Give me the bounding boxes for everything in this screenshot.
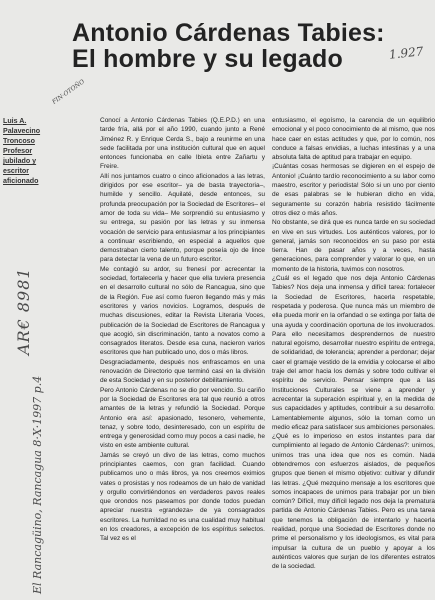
- handwritten-year: 1.927: [388, 44, 424, 62]
- handwritten-corner-note: FIN·OTOÑO: [51, 78, 86, 106]
- handwritten-catalog-code: AR€ 8981: [14, 267, 33, 355]
- handwritten-source-reference: El Rancagüino, Rancagua 8·X·1997 p.4: [31, 375, 44, 594]
- paragraph: entusiasmo, el egoísmo, la carencia de un equilibrio emocional y el poco conocimiento de al mismo, que nos hace caer en estas actitudes y que, por lo común, nos conduce a falsas envidias, a luchas intestinas y a una absoluta falta de aptitud para trabajar en equipo.: [272, 117, 435, 162]
- paragraph: Me contagió su ardor, su frenesí por acrecentar la sociedad, fortalecerla y hacer que ella tuviera presencia en el desarrollo cultural no sólo de Rancagua, sino que de la Región. Fue así como fueron llegando más y más escritores y varios novicios. Logramos, después de muchas discusiones, editar la Revista Literaria Voces, publicación de la Sociedad de Escritores de Rancagua y que acogió, sin discriminación, tanto a novatos como a consagrados literatos. Desde esa cuna, nacieron varios escritores que han publicado uno, dos o más libros.: [100, 265, 265, 357]
- paragraph: ¿Cuál es el legado que nos deja Antonio Cárdenas Tabies? Nos deja una inmensa y difícil tarea: fortalecer la Sociedad de Escritores, hacerla respetable, respetada y poderosa. Que nunca más un miembro de ella pueda morir en la orfandad o se extinga por falta de una ayuda y coordinación oportuna de los involucrados. Para ello necesitamos desprendernos de nuestro natural egoísmo, desarrollar nuestro espíritu de entrega, de solidaridad, de tolerancia; aprender a perdonar; dejar caer el gramaje vestido de la envidia y colocarse el albo traje del amor hacia los demás y sobre todo cultivar el espíritu de servicio. Pensar siempre que a las Instituciones Culturales se viene a aprender y acrecentar la superación espiritual y, en la medida de sus capacidades y aptitudes, contribuir a su desarrollo. Lamentablemente algunos, sólo la toman como un medio eficaz para satisfacer sus ambiciones personales.: [272, 275, 435, 431]
- article-column-left: [100, 116, 265, 596]
- author-byline: [3, 116, 63, 186]
- paragraph: Pero Antonio Cárdenas no se dio por vencido. Su cariño por la Sociedad de Escritores era tal que reunió a otros amantes de la letras y refundió la Sociedad. Porque Antonio era así: apasionado, tesonero, vehemente, tenaz, y sobre todo, desinteresado, con un espíritu de entrega y generosidad como muy pocos a casi nadie, he visto en este ambiente cultural.: [100, 386, 265, 450]
- article-headline: [72, 20, 402, 72]
- paragraph: ¡Cuántas cosas hermosas se digieren en el espejo de Antonio! ¡Cuánto tardío reconocimiento a su labor como maestro, escritor y periodista! Sólo si un uno por ciento de esas palabras se le hubieran dicho en vida, seguramente su corazón habría resistido fácilmente otros diez o más años.: [272, 163, 435, 217]
- headline-line-2: El hombre y su legado: [72, 45, 343, 73]
- author-line: Palavecino: [3, 127, 41, 135]
- author-line: aficionado: [3, 177, 39, 185]
- author-line: Troncoso: [3, 137, 35, 145]
- paragraph: No obstante, se dirá que es nunca tarde en su sociedad en vive en sus virtudes. Los auténticos valores, por lo general, jamás son reconocidos en su paso por esta tierra. Han de pasar años y a veces, hasta generaciones, para comprender y valorar lo que, en un momento de la historia, tuvimos con nosotros.: [272, 219, 435, 273]
- author-line: Luis A.: [3, 117, 27, 125]
- paragraph: Jamás se creyó un divo de las letras, como muchos principiantes caemos, con gran facilidad. Cuando publicamos uno o más libros, ya nos creemos eximios vates o prosistas y nos rodeamos de un halo de vanidad y orgullo convirtiéndonos en verdaderos pavos reales que orondos nos paseamos por donde todos puedan apreciar nuestra «grandeza» de ya consagrados escritores. La humildad no es una cualidad muy habitual en los creadores, a excepción de los espíritus selectos. Tal vez es el: [100, 451, 265, 543]
- paragraph: Conocí a Antonio Cárdenas Tabies (Q.E.P.D.) en una tarde fría, allá por el año 1990, cuando junto a René Jiménez R. y Enrique Cerda S., bajo a reunirme en una sede facilitada por una institución cultural que en aquel entonces funcionaba en calle Ibieta entre Zañartu y Freire.: [100, 117, 265, 171]
- headline-line-1: Antonio Cárdenas Tabies:: [72, 19, 385, 47]
- paragraph: ¿Qué es lo imperioso en estos instantes para dar cumplimiento al legado de Antonio Cárdenas?: unirnos, unirnos tras una idea que nos es común. Nada obtendremos con esfuerzos aislados, de pequeños grupos que tienen el mismo objetivo: cultivar y difundir las letras. ¿Qué mezquino mensaje a los escritores que somos incapaces de unirnos para trabajar por un bien común? Difícil, muy difícil legado nos deja la prematura partida de Antonio Cárdenas Tabies. Pero es una tarea que tenemos la obligación de intentarlo y hacerla realidad, porque una Sociedad de Escritores donde no prime el personalismo y los ideologismos, es vital para impulsar la cultura de un pueblo y apoyar a los auténticos valores que surjan de los diferentes estratos de la sociedad.: [272, 433, 435, 571]
- author-line: jubilado y: [3, 157, 37, 165]
- article-column-right: [272, 116, 435, 596]
- author-line: Profesor: [3, 147, 33, 155]
- author-line: escritor: [3, 167, 30, 175]
- paragraph: Allí nos juntamos cuatro o cinco aficionados a las letras, dirigidos por ese escritor– ya de basta trayectoria–, humilde y sencillo. Aquilaté, desde entonces, su profunda preocupación por la Sociedad de Escritores– el amor de toda su vida– Me sorprendió su entusiasmo y su entrega, su pasión por las letras y su inmensa vocación de servicio para entusiasmar a los principiantes a continuar escribiendo, en especial a aquellos que demostraban cierto talento, porque poseía ojo de lince para detectar la vena de un futuro escritor.: [100, 172, 265, 264]
- paragraph: Desgraciadamente, después nos enfrascamos en una renovación de Directorio que terminó casi en la división de esta Sociedad y en su posterior debilitamiento.: [100, 358, 265, 385]
